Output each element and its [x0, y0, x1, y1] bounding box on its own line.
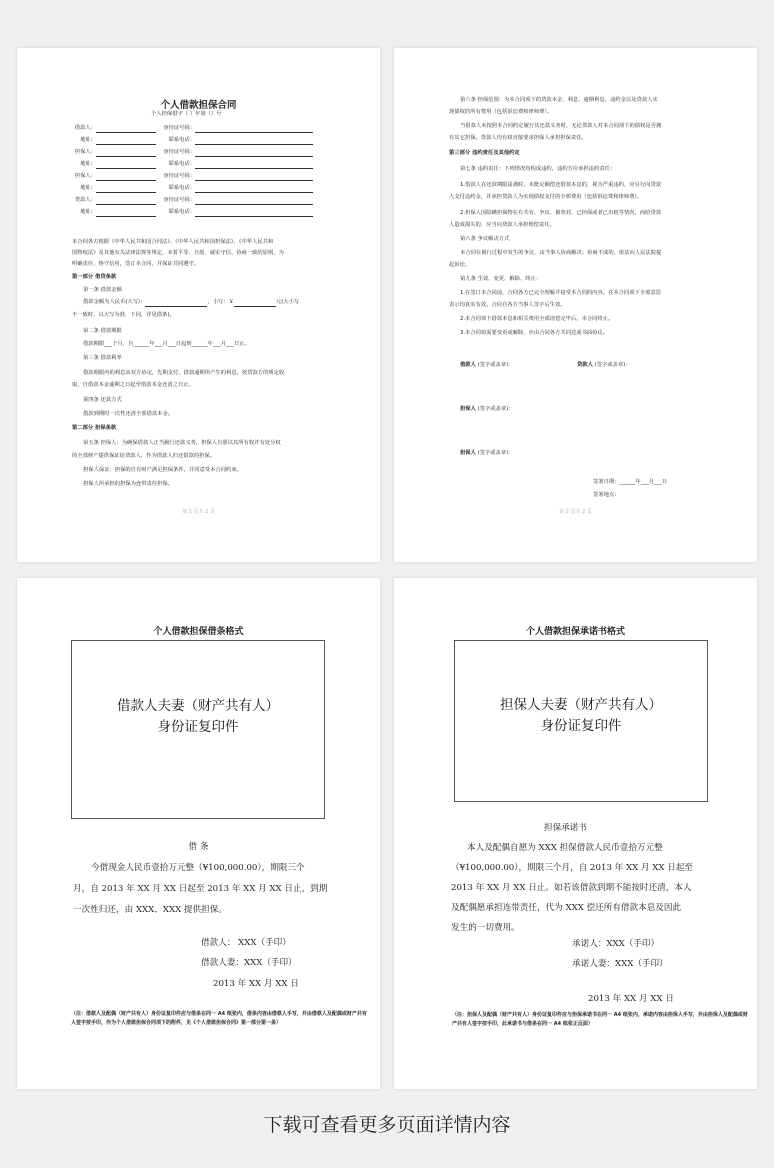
iou-spouse: 借款人妻：XXX（手印） — [201, 958, 297, 968]
party-row — [72, 196, 313, 205]
clause-line: 1.在签订本合同前，合同各方已完全理解并接受本合同的内容。在本合同项下全部意思 — [460, 290, 662, 296]
download-caption: 下载可查看更多页面详情内容 — [263, 1114, 511, 1136]
page-footer: 第 2 页共 2 页 — [559, 509, 592, 515]
party-row-field — [96, 173, 156, 181]
clause-line: 第七条 违约责任：下列情况均构成违约，违约方应承担违约责任： — [460, 166, 616, 172]
party-row-mid-label: 联系电话： — [168, 137, 195, 143]
guarantee-body-line-5: 发生的一切费用。 — [451, 923, 520, 933]
guarantor-1-signature: 担保人 (签字或盖章)： — [460, 406, 514, 412]
article-1-line-1: 借款金额为人民币(大写)： ，小写：￥ 元(大小写 — [83, 298, 299, 307]
party-row-label: 担保人： — [74, 149, 96, 155]
intro-line-2: 国物权法》及其他有关法律法规等规定，本着平等、自愿、诚实守信、协商一致的原则，为 — [72, 250, 284, 256]
party-row-field — [195, 209, 313, 217]
guarantee-heading: 担保承诺书 — [544, 823, 587, 833]
party-row-field — [195, 185, 313, 193]
guarantee-promisor: 承诺人：XXX（手印） — [572, 939, 660, 949]
sign-place: 签署地点： — [593, 492, 620, 498]
id-copy-label-1: 担保人夫妻（财产共有人） — [500, 697, 662, 713]
article-6-line-1: 第六条 担保范围：为本合同项下的贷款本金、利息、逾期利息、违约金以及贷款人实 — [460, 97, 658, 103]
article-5-line-4: 担保人所承担的担保为连带责任担保。 — [83, 481, 174, 487]
party-row — [72, 172, 313, 181]
guarantee-spouse: 承诺人妻：XXX（手印） — [572, 959, 668, 969]
guarantee-date: 2013 年 XX 月 XX 日 — [588, 994, 674, 1004]
guarantee-body-line-4: 及配偶愿承担连带责任，代为 XXX 偿还所有借款本息及因此 — [451, 903, 682, 913]
article-1-heading: 第一条 借款金额 — [83, 287, 122, 293]
guarantee-template-title: 个人借款担保承诺书格式 — [525, 627, 625, 637]
guarantee-note: （注：担保人及配偶（财产共有人）身份证复印件应与担保承诺书在同一 A4 纸张内，承诺内容由担保人手写，并由担保人及配偶或财产共有人签字按手印，此承诺书与借条在同一 A4 纸张正反面） — [452, 1012, 748, 1027]
article-2-line: 借款期限___个月，自______年___月___日起到______年___月___日止。 — [83, 341, 250, 347]
sign-date: 签署日期：______年___月___日 — [593, 479, 668, 485]
iou-body-line-1: 今借现金人民币壹拾万元整（¥100,000.00），期限三个 — [91, 863, 305, 873]
article-4-heading: 第四条 还款方式 — [83, 397, 122, 403]
party-row-field — [195, 125, 313, 133]
clause-line: 人支付违约金，并承担贷款人为实现债权支付的全部费用（包括诉讼费和律师费）。 — [449, 194, 643, 200]
clause-line: 2.担保人因隐瞒担保物在有共有、争议、被查封、已担保或者已出租等情况，而给贷款 — [460, 210, 662, 216]
contract-page-1 — [17, 48, 380, 562]
iou-date: 2013 年 XX 月 XX 日 — [213, 979, 299, 989]
iou-template-title: 个人借款担保借条格式 — [153, 627, 244, 637]
party-row-field — [195, 149, 313, 157]
article-3-line-1: 借款期限内的利息由双方协定，先期支付，借款逾期所产生的利息，按贷款方的规定收 — [83, 370, 285, 376]
intro-line-3: 明确责任，恪守信用，签订本合同，并保证共同遵守。 — [72, 261, 200, 267]
part3-heading: 第三部分 违约责任及其他约定 — [449, 150, 520, 156]
article-5-line-3: 担保人保证：担保的自有财产满足担保条件，并同意受本合同约束。 — [83, 467, 242, 473]
clause-line: 人造成损失的，应当向贷款人承担赔偿责任。 — [449, 222, 555, 228]
party-row-field — [96, 137, 156, 145]
iou-page — [17, 578, 380, 1089]
iou-body-line-3: 一次性归还，由 XXX、XXX 提供担保。 — [73, 905, 227, 915]
article-3-line-2: 取，自借款本金逾期之日起至借款本金还清之日止。 — [72, 382, 194, 388]
article-2-heading: 第二条 借款期限 — [83, 328, 122, 334]
contract-number: 个人担保借字（ ）年第（）号 — [151, 111, 222, 117]
id-copy-placeholder — [71, 640, 325, 819]
article-5-line-1: 第五条 担保人：为确保借款人正当履行还款义务，担保人自愿以其所有权并有处分权 — [83, 440, 281, 446]
clause-line: 第八条 争议解决方式 — [460, 236, 510, 242]
party-row — [72, 160, 313, 169]
guarantee-body-line-3: 2013 年 XX 月 XX 日止。如若该借款到期不能按时还清，本人 — [451, 883, 692, 893]
party-row-mid-label: 联系电话： — [168, 209, 195, 215]
iou-body-line-2: 月，自 2013 年 XX 月 XX 日起至 2013 年 XX 月 XX 日止，到期 — [73, 884, 328, 894]
party-row-mid-label: 联系电话： — [168, 161, 195, 167]
id-copy-label-2: 身份证复印件 — [157, 719, 239, 735]
party-row-label: 贷款人： — [74, 197, 96, 203]
clause-line: 本合同在履行过程中发生的争议，由当事人协商解决；协商不成的，依法向人民法院提 — [460, 250, 662, 256]
party-row-field — [96, 149, 156, 157]
guarantee-page — [394, 578, 757, 1089]
party-row — [72, 148, 313, 157]
article-4-line: 借款到期时一次性还清全部借款本金。 — [83, 411, 174, 417]
party-row-label: 借款人： — [74, 125, 96, 131]
party-row-mid-label: 联系电话： — [168, 185, 195, 191]
party-row-field — [195, 161, 313, 169]
party-row — [72, 136, 313, 145]
party-row-label: 地址： — [80, 161, 96, 167]
party-row-mid-label: 身份证号码： — [163, 149, 195, 155]
contract-title: 个人借款担保合同 — [160, 100, 237, 111]
clause-line: 起诉讼。 — [449, 262, 471, 268]
clause-line: 表示均真实有效。合同自各方当事人签字后生效。 — [449, 302, 566, 308]
party-row-label: 地址： — [80, 185, 96, 191]
party-row — [72, 208, 313, 217]
party-row-field — [96, 185, 156, 193]
article-6-line-3: 当借款人未按照本合同约定履行其还款义务时，无论贷款人对本合同项下的债权是否拥 — [460, 123, 662, 129]
iou-note: （注：借款人及配偶（财产共有人）身份证复印件应与借条在同一 A4 纸张内，借条内容由借款人手写，并由借款人及配偶或财产共有人签字按手印，作为个人借款担保合同项下的附件，见《个人借款担保合同》第一部分第一条） — [71, 1011, 367, 1026]
clause-line: 3.本合同如需要变更或解除，应由合同各方共同达成书面协议。 — [460, 330, 609, 336]
party-row — [72, 184, 313, 193]
clause-line: 第九条 生效、变更、解除、终止： — [460, 276, 542, 282]
party-row-mid-label: 身份证号码： — [163, 173, 195, 179]
party-row-field — [195, 137, 313, 145]
lender-signature: 贷款人 (签字或盖章)： — [577, 362, 631, 368]
part1-heading: 第一部分 借贷条款 — [72, 274, 117, 280]
party-row-field — [195, 173, 313, 181]
party-row-field — [96, 209, 156, 217]
id-copy-placeholder — [454, 640, 708, 802]
clause-line: 2.本合同项下借款本息和相关费用全部清偿完毕后，本合同终止。 — [460, 316, 614, 322]
party-row-field — [96, 197, 156, 205]
party-row-mid-label: 身份证号码： — [163, 197, 195, 203]
borrower-signature: 借款人 (签字或盖章)： — [460, 362, 514, 368]
party-row-field — [96, 161, 156, 169]
party-row-field — [195, 197, 313, 205]
party-row-label: 地址： — [80, 209, 96, 215]
part2-heading: 第二部分 担保条款 — [72, 425, 117, 431]
iou-heading: 借 条 — [188, 842, 209, 852]
iou-borrower: 借款人： XXX（手印） — [201, 938, 291, 948]
guarantee-body-line-2: （¥100,000.00），期限三个月，自 2013 年 XX 月 XX 日起至 — [451, 863, 694, 873]
article-5-line-2: 的全部财产提供保证给贷款人，作为借款人归还借款的担保。 — [72, 453, 216, 459]
guarantee-body-line-1: 本人及配偶自愿为 XXX 担保借款人民币壹拾万元整 — [467, 843, 663, 853]
id-copy-label-1: 借款人夫妻（财产共有人） — [117, 698, 279, 714]
party-row-label: 地址： — [80, 137, 96, 143]
article-3-heading: 第三条 借款利率 — [83, 355, 122, 361]
party-row — [72, 124, 313, 133]
guarantor-2-signature: 担保人 (签字或盖章)： — [460, 450, 514, 456]
party-row-label: 担保人： — [74, 173, 96, 179]
contract-page-2 — [394, 48, 757, 562]
clause-line: 1.借款人在还款期限届满时，未能足额偿还借款本息的，视为严重违约，应另行向贷款 — [460, 182, 662, 188]
id-copy-label-2: 身份证复印件 — [540, 718, 622, 734]
party-row-mid-label: 身份证号码： — [163, 125, 195, 131]
article-6-line-2: 现债权的所有费用（包括诉讼费和律师费）。 — [449, 109, 553, 115]
intro-line-1: 本合同各方根据《中华人民共和国合同法》、《中华人民共和国担保法》、《中华人民共和 — [72, 239, 274, 245]
article-6-line-4: 有其它担保，贷款人均有权直接要求担保人承担担保责任。 — [449, 135, 587, 141]
article-1-line-2: 不一致时，以大写为准，下同，详见借条)。 — [72, 312, 175, 318]
party-row-field — [96, 125, 156, 133]
page-footer: 第 1 页共 2 页 — [182, 509, 215, 515]
